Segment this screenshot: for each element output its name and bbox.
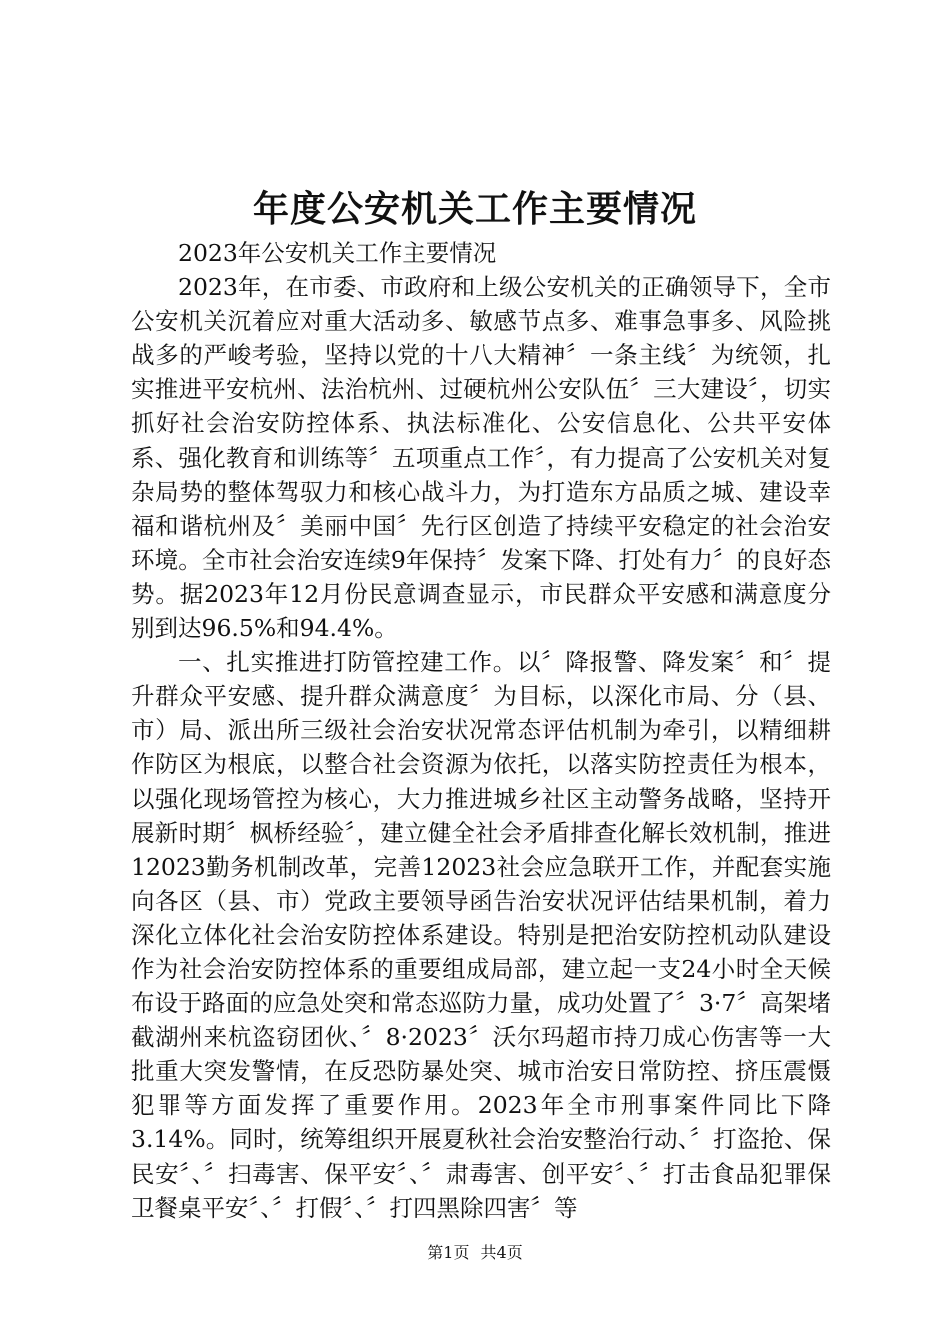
- document-body: [131, 236, 831, 1225]
- subtitle-paragraph: 2023年公安机关工作主要情况: [178, 239, 497, 267]
- summary-paragraph: 2023年，在市委、市政府和上级公安机关的正确领导下，全市公安机关沉着应对重大活动多、敏感节点多、难事急事多、风险挑战多的严峻考验，坚持以党的十八大精神〞一条主线〞为统领，扎实推进平安杭州、法治杭州、过硬杭州公安队伍〞三大建设〞，切实抓好社会治安防控体系、执法标准化、公安信息化、公共平安体系、强化教育和训练等〞五项重点工作〞，有力提高了公安机关对复杂局势的整体驾驭力和核心战斗力，为打造东方品质之城、建设幸福和谐杭州及〞美丽中国〞先行区创造了持续平安稳定的社会治安环境。全市社会治安连续9年保持〞发案下降、打处有力〞的良好态势。据2023年12月份民意调查显示，市民群众平安感和满意度分别到达96.5%和94.4%。: [131, 273, 831, 643]
- page-total: 共4页: [480, 1243, 523, 1262]
- section-one-paragraph: 一、扎实推进打防管控建工作。以〞降报警、降发案〞和〞提升群众平安感、提升群众满意度〞为目标，以深化市局、分（县、市）局、派出所三级社会治安状况常态评估机制为牵引，以精细耕作防区为根底，以整合社会资源为依托，以落实防控责任为根本，以强化现场管控为核心，大力推进城乡社区主动警务战略，坚持开展新时期〞枫桥经验〞，建立健全社会矛盾排查化解长效机制，推进12023勤务机制改革，完善12023社会应急联开工作，并配套实施向各区（县、市）党政主要领导函告治安状况评估结果机制，着力深化立体化社会治安防控体系建设。特别是把治安防控机动队建设作为社会治安防控体系的重要组成局部，建立起一支24小时全天候布设于路面的应急处突和常态巡防力量，成功处置了〞3·7〞高架堵截湖州来杭盗窃团伙、〞8·2023〞沃尔玛超市持刀成心伤害等一大批重大突发警情，在反恐防暴处突、城市治安日常防控、挤压震慑犯罪等方面发挥了重要作用。2023年全市刑事案件同比下降3.14%。同时，统筹组织开展夏秋社会治安整治行动、〞打盗抢、保民安〞、〞扫毒害、保平安〞、〞肃毒害、创平安〞、〞打击食品犯罪保卫餐桌平安〞、〞打假〞、〞打四黑除四害〞等: [131, 648, 831, 1222]
- page-number: 第1页: [427, 1243, 470, 1262]
- document-title: 年度公安机关工作主要情况: [252, 188, 697, 230]
- page-footer: [0, 1241, 950, 1265]
